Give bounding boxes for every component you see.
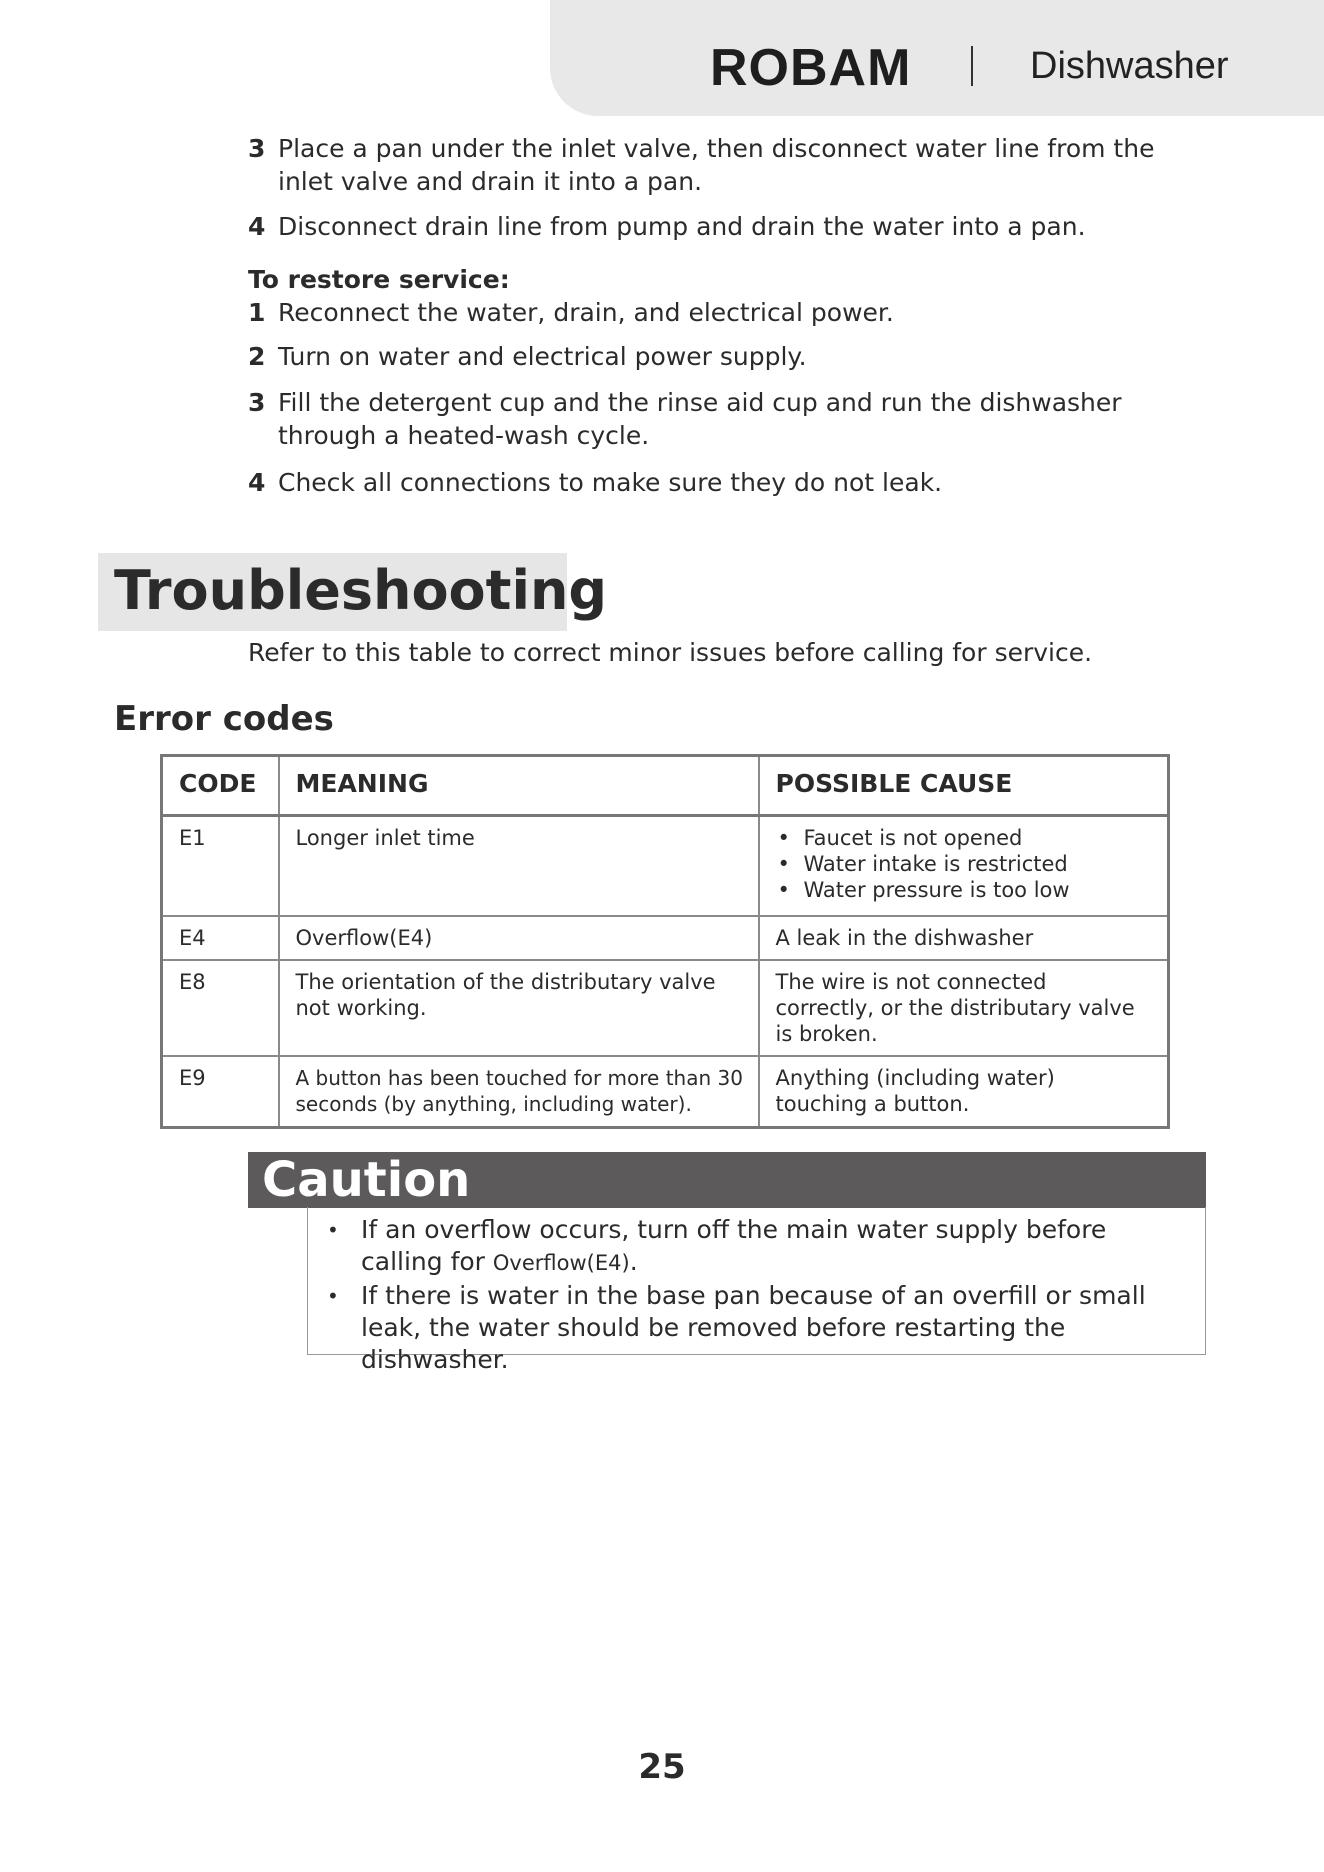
- error-cause-cell: [759, 816, 1169, 916]
- restore-step-4: [248, 466, 1208, 499]
- cause-item: • Water intake is restricted: [776, 851, 1152, 877]
- error-cause-cell: The wire is not connected correctly, or the distributary valve is broken.: [759, 960, 1169, 1056]
- restore-step-3: [248, 386, 1208, 452]
- caution-error-code: Overflow(E4): [492, 1251, 630, 1275]
- error-codes-table: [160, 754, 1170, 1129]
- table-row: [162, 1056, 1169, 1128]
- draining-step-4: [248, 210, 1208, 243]
- caution-title: Caution: [262, 1152, 471, 1208]
- error-code-cell: E8: [162, 960, 279, 1056]
- section-intro: Refer to this table to correct minor issues before calling for service.: [248, 638, 1093, 667]
- column-header-code: CODE: [162, 756, 279, 816]
- error-code-cell: E1: [162, 816, 279, 916]
- table-row: [162, 916, 1169, 960]
- error-meaning-cell: A button has been touched for more than 30 seconds (by anything, including water).: [279, 1056, 759, 1128]
- step-text: Disconnect drain line from pump and drain the water into a pan.: [278, 212, 1086, 241]
- error-meaning-cell: Longer inlet time: [279, 816, 759, 916]
- step-number: 3: [248, 388, 266, 417]
- step-text: Check all connections to make sure they do not leak.: [278, 468, 943, 497]
- step-text: Reconnect the water, drain, and electrical power.: [278, 298, 894, 327]
- step-number: 2: [248, 342, 266, 371]
- column-header-meaning: MEANING: [279, 756, 759, 816]
- error-code-cell: E4: [162, 916, 279, 960]
- error-meaning-cell: Overflow(E4): [279, 916, 759, 960]
- table-header-row: [162, 756, 1169, 816]
- error-codes-title: Error codes: [114, 699, 334, 739]
- step-text: Place a pan under the inlet valve, then disconnect water line from the inlet valve and drain it into a pan.: [278, 134, 1155, 196]
- table-row: [162, 960, 1169, 1056]
- cause-item: • Faucet is not opened: [776, 825, 1152, 851]
- error-cause-cell: Anything (including water) touching a button.: [759, 1056, 1169, 1128]
- error-meaning-cell: The orientation of the distributary valve not working.: [279, 960, 759, 1056]
- restore-step-1: [248, 296, 1208, 329]
- brand-logo: ROBAM: [710, 39, 912, 97]
- step-number: 3: [248, 134, 266, 163]
- cause-item: • Water pressure is too low: [776, 877, 1152, 903]
- step-text: Fill the detergent cup and the rinse aid cup and run the dishwasher through a heated-wash cycle.: [278, 388, 1122, 450]
- cause-list: [776, 825, 1152, 903]
- page-number: 25: [638, 1747, 686, 1787]
- table-row: [162, 816, 1169, 916]
- caution-item-end: .: [629, 1247, 638, 1276]
- caution-list: [325, 1214, 1195, 1377]
- caution-item: • If there is water in the base pan because of an overfill or small leak, the water should be removed before restarting the dishwasher.: [325, 1280, 1195, 1376]
- step-number: 1: [248, 298, 266, 327]
- header-divider: [971, 46, 973, 86]
- draining-step-3: [248, 132, 1208, 198]
- product-label: Dishwasher: [1030, 45, 1229, 87]
- step-number: 4: [248, 468, 266, 497]
- restore-heading: To restore service:: [248, 265, 510, 294]
- error-cause-cell: A leak in the dishwasher: [759, 916, 1169, 960]
- step-number: 4: [248, 212, 266, 241]
- error-code-cell: E9: [162, 1056, 279, 1128]
- section-title: Troubleshooting: [114, 559, 608, 622]
- column-header-cause: POSSIBLE CAUSE: [759, 756, 1169, 816]
- restore-step-2: [248, 340, 1208, 373]
- step-text: Turn on water and electrical power supply.: [278, 342, 807, 371]
- caution-item-text: If an overflow occurs, turn off the main water supply before calling for: [361, 1215, 1107, 1276]
- caution-item: [325, 1214, 1195, 1279]
